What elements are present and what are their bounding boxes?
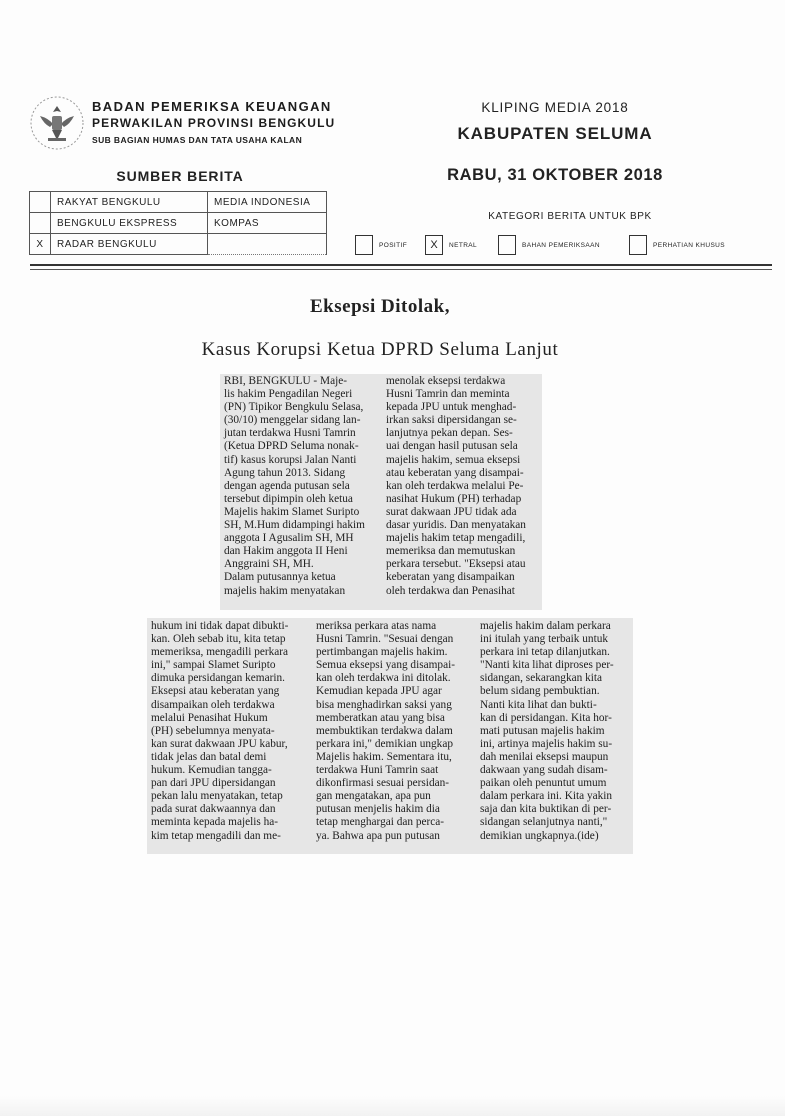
article-column-3	[151, 620, 303, 843]
source-name: MEDIA INDONESIA	[208, 192, 327, 213]
kabupaten-title: KABUPATEN SELUMA	[457, 124, 653, 143]
page-bottom-edge	[0, 1096, 785, 1116]
source-mark	[30, 192, 51, 213]
org-branch: PERWAKILAN PROVINSI BENGKULU	[92, 116, 336, 130]
article-column-2	[386, 375, 537, 598]
source-mark: X	[30, 234, 51, 255]
category-checkbox-netral: X	[425, 235, 443, 255]
category-title: KATEGORI BERITA UNTUK BPK	[488, 211, 652, 222]
publication-date: RABU, 31 OKTOBER 2018	[447, 166, 663, 184]
org-subdivision: SUB BAGIAN HUMAS DAN TATA USAHA KALAN	[92, 135, 303, 145]
article-text: hukum ini tidak dapat dibukti- kan. Oleh sebab itu, kita tetap memeriksa, mengadili perkara ini," sampai Slamet Suripto dimuka persidangan kemarin. Eksepsi atau keberatan yang disampaikan oleh terdakwa melalui Penasihat Hukum (PH) sebelumnya menyata- kan surat dakwaan JPU kabur, tidak jelas dan batal demi hukum. Kemudian tangga- pan dari JPU dipersidangan pekan lalu menyatakan, tetap pada surat dakwaannya dan meminta kepada majelis ha- kim tetap mengadili dan me-	[151, 620, 289, 842]
article-text: menolak eksepsi terdakwa Husni Tamrin dan meminta kepada JPU untuk menghad- irkan saksi dipersidangan se- lanjutnya pekan depan. Ses- uai dengan hasil putusan sela majelis hakim, semua eksepsi atau keberatan yang disampai- kan oleh terdakwa melalui Pe- nasihat Hukum (PH) terhadap surat dakwaan JPU tidak ada dasar yuridis. Dan menyatakan majelis hakim tetap mengadili, memeriksa dan memutuskan perkara tersebut. "Eksepsi atau keberatan yang disampaikan oleh terdakwa dan Penasihat	[386, 375, 526, 597]
header-divider	[30, 264, 772, 266]
source-row	[30, 234, 327, 255]
article-text: meriksa perkara atas nama Husni Tamrin. "Sesuai dengan pertimbangan majelis hakim. Semua eksepsi yang disampai- kan oleh terdakwa ini ditolak. Kemudian kepada JPU agar bisa menghadirkan saksi yang memberatkan atau yang bisa membuktikan terdakwa dalam perkara ini," demikian ungkap Majelis hakim. Sementara itu, terdakwa Huni Tamrin saat dikonfirmasi sesuai persidan- gan mengatakan, apa pun putusan menjelis hakim dia tetap menghargai dan perca- ya. Bahwa apa pun putusan	[316, 620, 455, 842]
article-column-5	[480, 620, 630, 843]
source-name: RADAR BENGKULU	[51, 234, 208, 255]
article-text: RBI, BENGKULU - Maje- lis hakim Pengadilan Negeri (PN) Tipikor Bengkulu Selasa, (30/10) menggelar sidang lan- jutan terdakwa Husni Tamrin (Ketua DPRD Seluma nonak- tif) kasus korupsi Jalan Nanti Agung tahun 2013. Sidang dengan agenda putusan sela tersebut dipimpin oleh ketua Majelis hakim Slamet Suripto SH, M.Hum didampingi hakim anggota I Agusalim SH, MH dan Hakim anggota II Heni Anggraini SH, MH. Dalam putusannya ketua majelis hakim menyatakan	[224, 375, 365, 597]
org-name: BADAN PEMERIKSA KEUANGAN	[92, 99, 332, 114]
source-name	[208, 234, 327, 255]
source-name: KOMPAS	[208, 213, 327, 234]
source-mark	[30, 213, 51, 234]
source-row	[30, 192, 327, 213]
sources-title: SUMBER BERITA	[116, 168, 244, 184]
headline-main: Eksepsi Ditolak,	[310, 296, 450, 317]
category-label-bahan-pemeriksaan: BAHAN PEMERIKSAAN	[522, 242, 600, 249]
category-checkbox-perhatian-khusus	[629, 235, 647, 255]
category-checkbox-bahan-pemeriksaan	[498, 235, 516, 255]
garuda-emblem-icon	[28, 94, 86, 152]
kliping-title: KLIPING MEDIA 2018	[481, 100, 629, 115]
article-column-1	[224, 375, 374, 598]
article-column-4	[316, 620, 468, 843]
header-divider-thin	[30, 269, 772, 270]
category-checkbox-positif	[355, 235, 373, 255]
source-name: RAKYAT BENGKULU	[51, 192, 208, 213]
category-label-perhatian-khusus: PERHATIAN KHUSUS	[653, 242, 726, 249]
category-label-positif: POSITIF	[379, 242, 408, 249]
article-text: majelis hakim dalam perkara ini itulah yang terbaik untuk perkara ini tetap dilanjutkan. "Nanti kita lihat diproses per- sidangan, sekarangkan kita belum sidang pembuktian. Nanti kita lihat dan bukti- kan di persidangan. Kita hor- mati putusan majelis hakim ini, artinya majelis hakim su- dah menilai eksepsi maupun dakwaan yang sudah disam- paikan oleh penuntut umum dalam perkara ini. Kita yakin saja dan kita buktikan di per- sidangan selanjutnya nanti," demikian ungkapnya.(ide)	[480, 620, 614, 842]
sources-table	[29, 191, 327, 255]
source-row	[30, 213, 327, 234]
headline-sub: Kasus Korupsi Ketua DPRD Seluma Lanjut	[201, 339, 559, 360]
category-label-netral: NETRAL	[449, 242, 478, 249]
source-name: BENGKULU EKSPRESS	[51, 213, 208, 234]
